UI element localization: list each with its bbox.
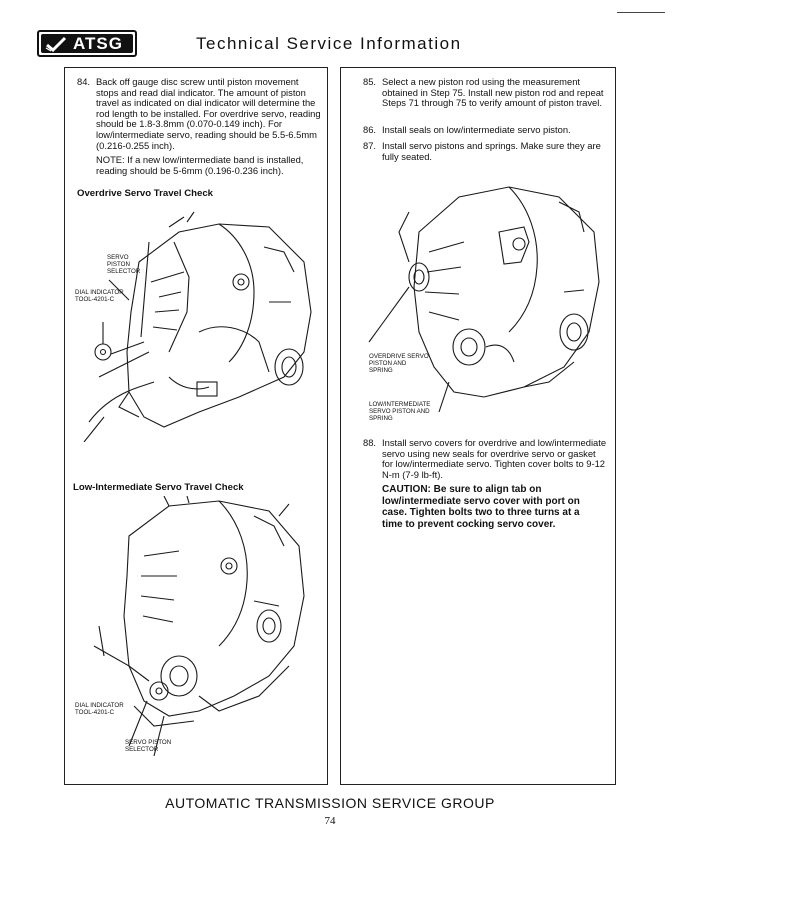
step-number: 87. bbox=[363, 140, 377, 151]
step-86 bbox=[363, 125, 609, 136]
atsg-logo bbox=[37, 30, 137, 57]
footer-title: AUTOMATIC TRANSMISSION SERVICE GROUP bbox=[165, 795, 495, 811]
left-column bbox=[64, 67, 328, 785]
callout-servo-piston-selector: SERVO PISTON SELECTOR bbox=[107, 254, 141, 275]
callout-dial-indicator: DIAL INDICATOR TOOL-4201-C bbox=[75, 289, 124, 303]
step-text: Install seals on low/intermediate servo piston. bbox=[382, 124, 571, 135]
step-84 bbox=[77, 77, 323, 151]
top-rule bbox=[617, 12, 665, 13]
logo-text: ATSG bbox=[73, 33, 123, 53]
servo-piston-install-illustration bbox=[349, 172, 609, 432]
step-text: Select a new piston rod using the measurement obtained in Step 75. Install new piston rod and repeat Steps 71 through 75 to verify amount of piston travel. bbox=[382, 76, 604, 109]
page-number: 74 bbox=[324, 815, 336, 827]
step-number: 86. bbox=[363, 124, 377, 135]
step-number: 85. bbox=[363, 76, 377, 87]
checkmark-stripes-icon bbox=[45, 36, 67, 52]
callout-low-intermediate-servo-piston: LOW/INTERMEDIATE SERVO PISTON AND SPRING bbox=[369, 401, 431, 422]
step-85 bbox=[363, 77, 609, 109]
callout-overdrive-servo-piston: OVERDRIVE SERVO PISTON AND SPRING bbox=[369, 353, 429, 374]
step-text: Install servo pistons and springs. Make sure they are fully seated. bbox=[382, 140, 601, 162]
caution-text: CAUTION: Be sure to align tab on low/intermediate servo cover with port on case. Tighten bolts two to three turns at a time to prevent cocking servo cover. bbox=[382, 484, 580, 530]
right-column bbox=[340, 67, 616, 785]
step-88 bbox=[363, 438, 609, 480]
page-title: Technical Service Information bbox=[196, 34, 462, 53]
figure-title-overdrive: Overdrive Servo Travel Check bbox=[77, 188, 213, 199]
step-number: 84. bbox=[77, 76, 91, 87]
overdrive-servo-illustration bbox=[69, 202, 319, 442]
step-text: Install servo covers for overdrive and low/intermediate servo using new seals for overdrive servo or gasket for low/intermediate servo. Tighten cover bolts to 9-12 N-m (7-9 lb-ft). bbox=[382, 437, 607, 480]
note-text: NOTE: If a new low/intermediate band is installed, reading should be 5-6mm (0.196-0.236 inch). bbox=[96, 154, 304, 176]
callout-servo-piston-selector-2: SERVO PISTON SELECTOR bbox=[125, 739, 172, 753]
figure-title-low-intermediate: Low-Intermediate Servo Travel Check bbox=[73, 482, 244, 493]
step-text: Back off gauge disc screw until piston movement stops and read dial indicator. The amount of piston travel as indicated on dial indicator will determine the rod length to be installed. For overdrive servo, reading should be 1.8-3.8mm (0.070-0.149 inch). For low/intermediate servo, reading should be 5.5-6.5mm (0.216-0.255 inch). bbox=[96, 76, 321, 151]
callout-dial-indicator-2: DIAL INDICATOR TOOL-4201-C bbox=[75, 702, 124, 716]
step-87 bbox=[363, 141, 609, 162]
step-number: 88. bbox=[363, 437, 377, 448]
low-intermediate-servo-illustration bbox=[69, 496, 319, 776]
